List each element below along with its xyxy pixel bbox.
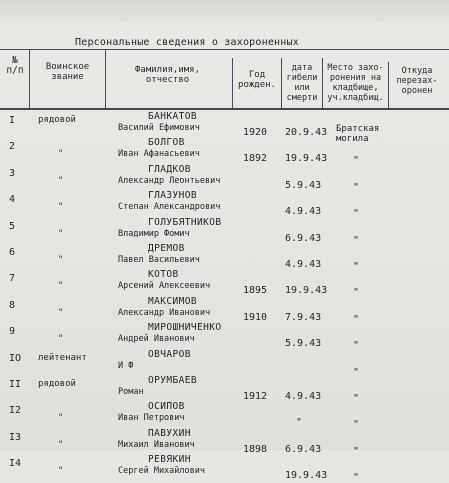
row-surname: РЕВЯКИН [148, 454, 191, 466]
row-burial-place: " [353, 181, 360, 193]
header-num: № п/п [6, 55, 24, 76]
row-rank: " [58, 175, 64, 186]
row-burial-place: " [353, 366, 360, 378]
row-number: 2 [9, 141, 16, 153]
row-number: I2 [9, 405, 22, 417]
row-surname: ГЛАЗУНОВ [148, 190, 197, 202]
row-death-date: 7.9.43 [285, 311, 322, 323]
row-given-names: Сергей Михайлович [118, 466, 205, 477]
row-surname: КОТОВ [148, 269, 179, 281]
row-birth-year: 1912 [243, 391, 268, 402]
row-given-names: И Ф [118, 360, 134, 371]
row-death-date: 5.9.43 [285, 179, 322, 191]
row-burial-place: " [353, 313, 360, 325]
row-number: I [9, 115, 16, 126]
row-death-date: 6.9.43 [285, 443, 322, 455]
row-surname: МАКСИМОВ [148, 295, 197, 307]
row-given-names: Андрей Иванович [118, 334, 195, 345]
row-given-names: Владимир Фомич [118, 228, 190, 239]
row-given-names: Михаил Иванович [118, 439, 195, 450]
row-surname: БАНКАТОВ [148, 111, 197, 122]
row-rank: рядовой [38, 115, 76, 125]
row-rank: " [58, 334, 64, 345]
row-number: IO [9, 352, 22, 364]
row-rank: " [58, 466, 64, 477]
header-reburial: Откуда перезах- оронен [396, 66, 438, 96]
row-given-names: Иван Афанасьевич [118, 149, 200, 160]
row-death-date: " [296, 417, 303, 429]
header-birth-year: Год рожден. [238, 70, 276, 90]
row-surname: ГЛАДКОВ [148, 163, 191, 175]
row-burial-place: " [353, 261, 360, 272]
row-surname: ОВЧАРОВ [148, 348, 191, 360]
row-number: 8 [9, 299, 16, 311]
row-death-date: 19.9.43 [285, 285, 328, 297]
row-burial-place: " [353, 472, 360, 483]
row-surname: ГОЛУБЯТНИКОВ [148, 216, 222, 228]
row-number: 4 [9, 194, 16, 206]
row-surname: ПАВУХИН [148, 427, 191, 439]
document-title: Персональные сведения о захороненных [75, 37, 299, 48]
row-rank: рядовой [38, 379, 76, 389]
row-burial-place: " [353, 419, 360, 431]
row-surname: ДРЕМОВ [148, 243, 185, 254]
row-death-date: 6.9.43 [285, 232, 322, 244]
header-death-date: дата гибели или смерти [286, 63, 318, 103]
row-surname: БОЛГОВ [148, 137, 185, 149]
row-birth-year: 1898 [243, 443, 268, 455]
row-burial-place: " [353, 287, 360, 299]
row-death-date: 19.9.43 [285, 470, 328, 482]
row-rank: " [58, 307, 64, 318]
row-surname: МИРОШНИЧЕНКО [148, 322, 222, 334]
row-burial-place: " [353, 340, 360, 352]
row-surname: ОРУМБАЕВ [148, 375, 197, 386]
row-birth-year: 1920 [243, 127, 268, 138]
row-rank: " [58, 202, 64, 213]
row-rank: " [58, 149, 64, 160]
row-burial-place: " [353, 155, 360, 167]
header-rank: Воинское звание [45, 62, 90, 82]
row-rank: " [58, 439, 64, 450]
row-number: I4 [9, 458, 22, 470]
row-given-names: Роман [118, 387, 144, 397]
header-name: Фамилия,имя, отчество [134, 65, 201, 85]
row-burial-place: Братская могила [336, 124, 380, 144]
row-number: 3 [9, 167, 16, 179]
row-burial-place: " [353, 234, 360, 246]
row-surname: ОСИПОВ [148, 401, 185, 413]
row-birth-year: 1892 [243, 153, 268, 165]
row-death-date: 4.9.43 [285, 391, 322, 402]
row-rank: " [58, 281, 64, 292]
paper-fold-shadow [0, 0, 449, 22]
header-burial-place: Место захо- ронения на кладбище, уч.кладбищ. [327, 63, 384, 103]
row-rank: " [58, 255, 64, 265]
row-death-date: 5.9.43 [285, 338, 322, 350]
row-given-names: Арсений Алексеевич [118, 281, 211, 292]
row-given-names: Александр Иванович [118, 307, 211, 318]
row-burial-place: " [353, 393, 360, 404]
row-rank: лейтенант [38, 352, 87, 363]
row-death-date: 4.9.43 [285, 259, 322, 270]
row-given-names: Василий Ефимович [118, 123, 200, 133]
row-number: 9 [9, 326, 16, 338]
row-number: 6 [9, 247, 16, 258]
row-number: 7 [9, 273, 16, 285]
row-given-names: Иван Петрович [118, 413, 185, 424]
row-number: I3 [9, 431, 22, 443]
row-given-names: Александр Леонтьевич [118, 175, 221, 186]
row-birth-year: 1910 [243, 311, 268, 323]
row-burial-place: " [353, 208, 360, 220]
row-given-names: Степан Александрович [118, 202, 221, 213]
row-birth-year: 1895 [243, 285, 268, 297]
row-burial-place: " [353, 445, 360, 457]
row-death-date: 4.9.43 [285, 206, 322, 218]
row-number: 5 [9, 220, 16, 232]
row-death-date: 19.9.43 [285, 153, 328, 165]
row-given-names: Павел Васильевич [118, 255, 200, 265]
row-rank: " [58, 228, 64, 239]
row-rank: " [58, 413, 64, 424]
row-death-date: 20.9.43 [285, 127, 328, 138]
row-number: II [9, 379, 22, 390]
